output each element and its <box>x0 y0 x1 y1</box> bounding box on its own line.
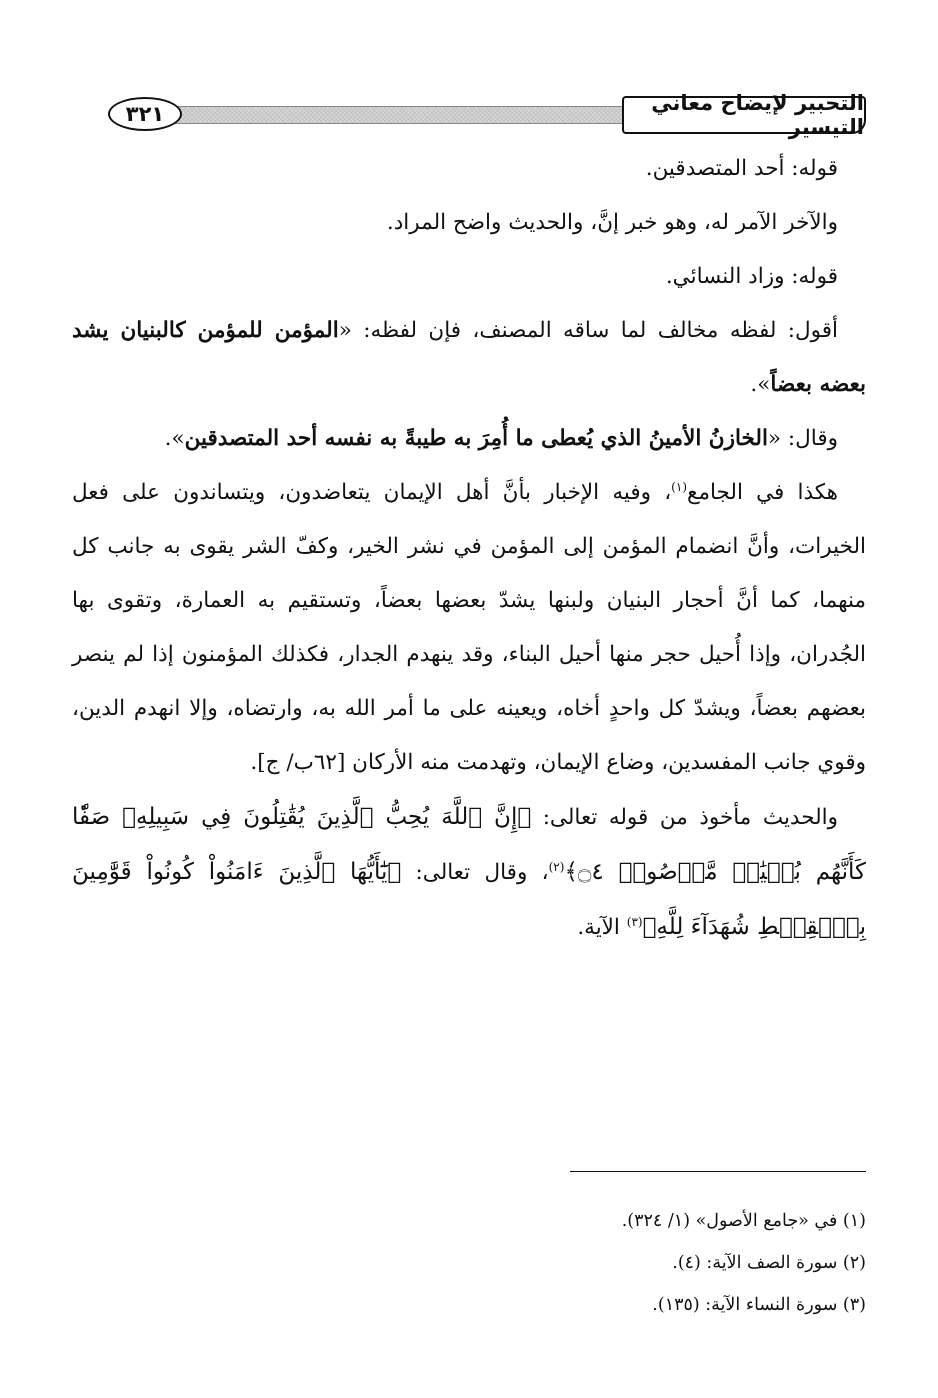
paragraph-4-intro: أقول: لفظه مخالف لما ساقه المصنف، فإن لفظه: « <box>338 318 838 343</box>
quran-verse-2: ﴿يَٰٓأَيُّهَا ٱلَّذِينَ ءَامَنُواْ كُونُواْ قَوَّٰمِينَ بِٱلۡقِسۡطِ شُهَدَآءَ لِلَّهِ﴾ <box>72 859 866 940</box>
paragraph-6-body: ، وفيه الإخبار بأنَّ أهل الإيمان يتعاضدون، ويتساندون على فعل الخيرات، وأنَّ انضمام المؤمن إلى المؤمن في نشر الخير، وكفّ الشر يقوى به جانب كل منهما، كما أنَّ أحجار البنيان ولبنها يشدّ بعضها بعضاً، وتستقيم به العمارة، وتقوى بها الجُدران، وإذا أُحيل حجر منها أحيل البناء، وقد ينهدم الجدار، فكذلك المؤمنون إذا لم ينصر بعضهم بعضاً، ويشدّ كل واحدٍ أخاه، ويعينه على ما أمر الله به، وارتضاه، وإلا انهدم الدين، وقوي جانب المفسدين، وضاع الإيمان، وتهدمت منه الأركان [٦٢ب/ ج]. <box>72 480 866 775</box>
footnote-ref-3[interactable]: (٣) <box>626 914 643 929</box>
footnote-separator <box>570 1171 866 1172</box>
hadith-quote-2: الخازنُ الأمينُ الذي يُعطى ما أُمِرَ به طيبةً به نفسه أحد المتصدقين <box>184 426 768 451</box>
paragraph-7-mid: ، وقال تعالى: <box>401 860 549 885</box>
footnote-3: (٣) سورة النساء الآية: (١٣٥). <box>652 1295 866 1315</box>
footnotes <box>72 1200 866 1326</box>
paragraph-6 <box>72 466 866 790</box>
hadith-quote-1: المؤمن للمؤمن كالبنيان يشد بعضه بعضاً <box>72 318 866 397</box>
paragraph-4-close: ». <box>750 372 771 397</box>
paragraph-5 <box>72 412 866 466</box>
paragraph-7-intro: والحديث مأخوذ من قوله تعالى: <box>531 805 839 830</box>
footnote-ref-1[interactable]: (١) <box>671 479 687 494</box>
main-text <box>72 142 866 955</box>
paragraph-4 <box>72 304 866 412</box>
footnote-ref-2[interactable]: (٢) <box>548 859 565 874</box>
paragraph-7 <box>72 790 866 955</box>
header-ornament-band <box>174 106 630 124</box>
page-number: ٣٢١ <box>108 97 182 131</box>
quran-verse-1: ﴿إِنَّ ٱللَّهَ يُحِبُّ ٱلَّذِينَ يُقَٰتِلُونَ فِي سَبِيلِهِۦ صَفّٗا كَأَنَّهُم بُنۡيَٰنٞ مَّرۡصُوصٞ ۝٤﴾ <box>72 804 866 885</box>
paragraph-3: قوله: وزاد النسائي. <box>665 264 838 289</box>
paragraph-5-intro: وقال: « <box>767 426 838 451</box>
paragraph-6-intro: هكذا في الجامع <box>687 480 838 505</box>
paragraph-5-close: ». <box>164 426 185 451</box>
paragraph-7-close: الآية. <box>577 915 627 940</box>
footnote-2: (٢) سورة الصف الآية: (٤). <box>672 1253 866 1273</box>
footnote-1: (١) في «جامع الأصول» (١/ ٣٢٤). <box>621 1211 866 1231</box>
book-title: التحبير لإيضاح معاني التيسير <box>622 96 866 134</box>
paragraph-1: قوله: أحد المتصدقين. <box>645 156 838 181</box>
running-header <box>94 91 866 139</box>
paragraph-2: والآخر الآمر له، وهو خبر إنَّ، والحديث واضح المراد. <box>386 210 838 235</box>
